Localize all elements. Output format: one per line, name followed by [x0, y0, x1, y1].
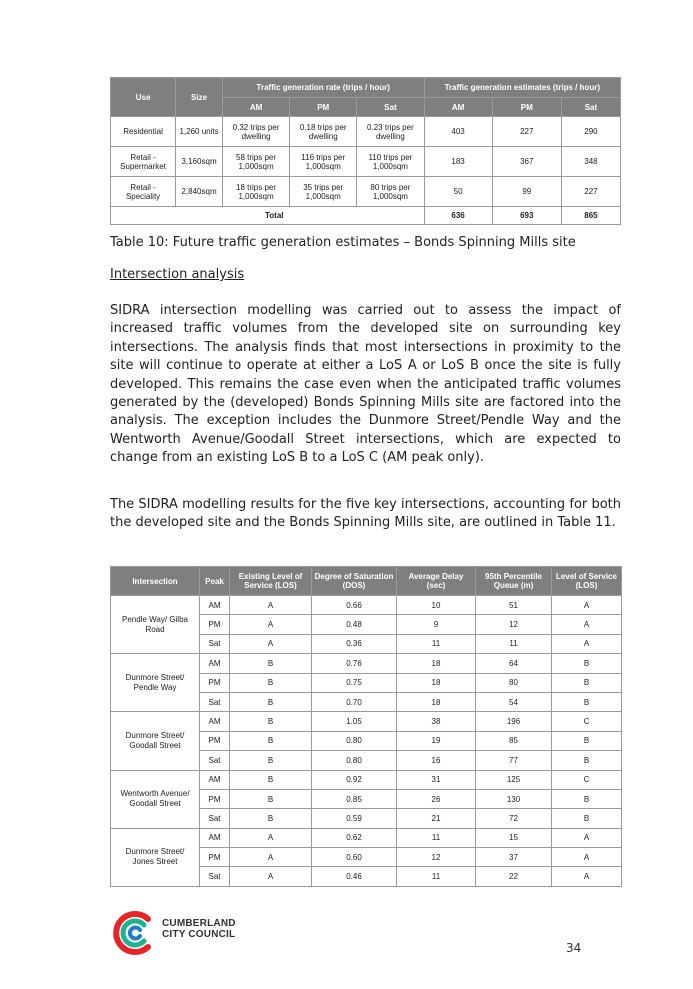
los-cell: A	[552, 848, 622, 867]
total-pm: 693	[492, 207, 561, 225]
peak-cell: PM	[200, 848, 230, 867]
queue-cell: 72	[476, 809, 552, 828]
peak-cell: AM	[200, 654, 230, 673]
est-pm-cell: 99	[492, 177, 561, 207]
dos-cell: 0.62	[312, 828, 397, 847]
header-los: Level of Service (LOS)	[552, 567, 622, 596]
est-sat-cell: 348	[561, 147, 620, 177]
existing-cell: A	[230, 615, 312, 634]
delay-cell: 11	[397, 867, 476, 886]
peak-cell: AM	[200, 712, 230, 731]
dos-cell: 0.92	[312, 770, 397, 789]
rate-sat-cell: 80 trips per 1,000sqm	[357, 177, 424, 207]
delay-cell: 10	[397, 596, 476, 615]
queue-cell: 196	[476, 712, 552, 731]
size-cell: 3,160sqm	[176, 147, 223, 177]
rate-pm-cell: 116 trips per 1,000sqm	[290, 147, 357, 177]
los-cell: B	[552, 654, 622, 673]
queue-cell: 64	[476, 654, 552, 673]
table-row	[111, 147, 621, 177]
traffic-generation-table	[110, 77, 621, 225]
queue-cell: 37	[476, 848, 552, 867]
los-cell: A	[552, 615, 622, 634]
dos-cell: 0.80	[312, 731, 397, 750]
los-cell: C	[552, 712, 622, 731]
dos-cell: 0.48	[312, 615, 397, 634]
rate-pm-cell: 35 trips per 1,000sqm	[290, 177, 357, 207]
dos-cell: 0.59	[312, 809, 397, 828]
header-est-sat: Sat	[561, 98, 620, 117]
queue-cell: 125	[476, 770, 552, 789]
size-cell: 1,260 units	[176, 117, 223, 147]
dos-cell: 0.36	[312, 634, 397, 653]
est-sat-cell: 227	[561, 177, 620, 207]
dos-cell: 0.46	[312, 867, 397, 886]
intersection-name: Wentworth Avenue/ Goodall Street	[111, 770, 200, 828]
los-cell: A	[552, 867, 622, 886]
queue-cell: 54	[476, 692, 552, 711]
intersection-name: Pendle Way/ Gilba Road	[111, 596, 200, 654]
est-am-cell: 50	[424, 177, 492, 207]
dos-cell: 0.76	[312, 654, 397, 673]
delay-cell: 31	[397, 770, 476, 789]
rate-pm-cell: 0.18 trips per dwelling	[290, 117, 357, 147]
intersection-name: Dunmore Street/ Jones Street	[111, 828, 200, 886]
existing-cell: B	[230, 712, 312, 731]
rate-am-cell: 18 trips per 1,000sqm	[222, 177, 289, 207]
delay-cell: 9	[397, 615, 476, 634]
los-cell: C	[552, 770, 622, 789]
dos-cell: 0.66	[312, 596, 397, 615]
sidra-results-table	[110, 566, 622, 887]
rate-am-cell: 0.32 trips per dwelling	[222, 117, 289, 147]
peak-cell: Sat	[200, 692, 230, 711]
queue-cell: 51	[476, 596, 552, 615]
total-row	[111, 207, 621, 225]
los-cell: B	[552, 731, 622, 750]
dos-cell: 0.60	[312, 848, 397, 867]
delay-cell: 18	[397, 673, 476, 692]
header-use: Use	[111, 78, 176, 117]
existing-cell: A	[230, 828, 312, 847]
dos-cell: 0.75	[312, 673, 397, 692]
queue-cell: 85	[476, 731, 552, 750]
dos-cell: 0.70	[312, 692, 397, 711]
los-cell: B	[552, 692, 622, 711]
peak-cell: PM	[200, 615, 230, 634]
peak-cell: PM	[200, 789, 230, 808]
header-queue: 95th Percentile Queue (m)	[476, 567, 552, 596]
section-heading: Intersection analysis	[110, 267, 245, 282]
delay-cell: 18	[397, 654, 476, 673]
table-row	[111, 117, 621, 147]
delay-cell: 19	[397, 731, 476, 750]
los-cell: A	[552, 634, 622, 653]
los-cell: B	[552, 809, 622, 828]
queue-cell: 130	[476, 789, 552, 808]
existing-cell: B	[230, 809, 312, 828]
table-row	[111, 596, 622, 615]
delay-cell: 12	[397, 848, 476, 867]
existing-cell: B	[230, 692, 312, 711]
queue-cell: 15	[476, 828, 552, 847]
est-am-cell: 403	[424, 117, 492, 147]
total-am: 636	[424, 207, 492, 225]
existing-cell: A	[230, 867, 312, 886]
total-label: Total	[111, 207, 425, 225]
peak-cell: AM	[200, 828, 230, 847]
est-pm-cell: 227	[492, 117, 561, 147]
total-sat: 865	[561, 207, 620, 225]
body-paragraph-1: SIDRA intersection modelling was carried out to assess the impact of increased traffic volumes from the developed site on surrounding key intersections. The analysis finds that most intersections in proximity to the site will continue to operate at either a LoS A or LoS B once the site is fully developed. This remains the case even when the anticipated traffic volumes generated by the (developed) Bonds Spinning Mills site are factored into the analysis. The exception includes the Dunmore Street/Pendle Way and the Wentworth Avenue/Goodall Street intersections, which are expected to change from an existing LoS B to a LoS C (AM peak only).	[110, 303, 621, 466]
delay-cell: 26	[397, 789, 476, 808]
existing-cell: A	[230, 848, 312, 867]
header-rate-pm: PM	[290, 98, 357, 117]
header-size: Size	[176, 78, 223, 117]
intersection-name: Dunmore Street/ Goodall Street	[111, 712, 200, 770]
los-cell: B	[552, 751, 622, 770]
table-row	[111, 177, 621, 207]
header-est-am: AM	[424, 98, 492, 117]
existing-cell: B	[230, 673, 312, 692]
header-delay: Average Delay (sec)	[397, 567, 476, 596]
est-sat-cell: 290	[561, 117, 620, 147]
peak-cell: AM	[200, 596, 230, 615]
los-cell: B	[552, 673, 622, 692]
header-est-pm: PM	[492, 98, 561, 117]
queue-cell: 12	[476, 615, 552, 634]
peak-cell: Sat	[200, 634, 230, 653]
table-row	[111, 654, 622, 673]
dos-cell: 1.05	[312, 712, 397, 731]
header-intersection: Intersection	[111, 567, 200, 596]
table-row	[111, 828, 622, 847]
header-rate-am: AM	[222, 98, 289, 117]
los-cell: B	[552, 789, 622, 808]
queue-cell: 22	[476, 867, 552, 886]
header-estimate-group: Traffic generation estimates (trips / hour)	[424, 78, 621, 98]
council-name-line-1: CUMBERLAND	[162, 918, 236, 929]
delay-cell: 11	[397, 634, 476, 653]
header-peak: Peak	[200, 567, 230, 596]
table-row	[111, 712, 622, 731]
body-paragraph-2: The SIDRA modelling results for the five key intersections, accounting for both the developed site and the Bonds Spinning Mills site, are outlined in Table 11.	[110, 497, 621, 531]
use-cell: Retail - Supermarket	[111, 147, 176, 177]
dos-cell: 0.85	[312, 789, 397, 808]
existing-cell: B	[230, 751, 312, 770]
existing-cell: A	[230, 596, 312, 615]
existing-cell: B	[230, 770, 312, 789]
delay-cell: 16	[397, 751, 476, 770]
queue-cell: 11	[476, 634, 552, 653]
header-rate-group: Traffic generation rate (trips / hour)	[222, 78, 424, 98]
council-name-line-2: CITY COUNCIL	[162, 929, 236, 940]
header-rate-sat: Sat	[357, 98, 424, 117]
peak-cell: Sat	[200, 751, 230, 770]
page-number: 34	[566, 941, 582, 955]
delay-cell: 21	[397, 809, 476, 828]
cumberland-c-logo-icon	[110, 910, 156, 956]
rate-sat-cell: 0.23 trips per dwelling	[357, 117, 424, 147]
rate-am-cell: 58 trips per 1,000sqm	[222, 147, 289, 177]
dos-cell: 0.80	[312, 751, 397, 770]
los-cell: A	[552, 828, 622, 847]
existing-cell: B	[230, 789, 312, 808]
queue-cell: 80	[476, 673, 552, 692]
header-existing-los: Existing Level of Service (LOS)	[230, 567, 312, 596]
existing-cell: B	[230, 654, 312, 673]
use-cell: Retail - Speciality	[111, 177, 176, 207]
queue-cell: 77	[476, 751, 552, 770]
table-caption: Table 10: Future traffic generation estimates – Bonds Spinning Mills site	[110, 235, 576, 250]
header-dos: Degree of Saturation (DOS)	[312, 567, 397, 596]
existing-cell: A	[230, 634, 312, 653]
size-cell: 2,840sqm	[176, 177, 223, 207]
rate-sat-cell: 110 trips per 1,000sqm	[357, 147, 424, 177]
peak-cell: PM	[200, 673, 230, 692]
est-am-cell: 183	[424, 147, 492, 177]
delay-cell: 18	[397, 692, 476, 711]
council-name	[162, 918, 236, 940]
delay-cell: 11	[397, 828, 476, 847]
delay-cell: 38	[397, 712, 476, 731]
table-row	[111, 770, 622, 789]
peak-cell: Sat	[200, 809, 230, 828]
est-pm-cell: 367	[492, 147, 561, 177]
existing-cell: B	[230, 731, 312, 750]
los-cell: A	[552, 596, 622, 615]
intersection-name: Dunmore Street/ Pendle Way	[111, 654, 200, 712]
use-cell: Residential	[111, 117, 176, 147]
peak-cell: Sat	[200, 867, 230, 886]
peak-cell: AM	[200, 770, 230, 789]
peak-cell: PM	[200, 731, 230, 750]
